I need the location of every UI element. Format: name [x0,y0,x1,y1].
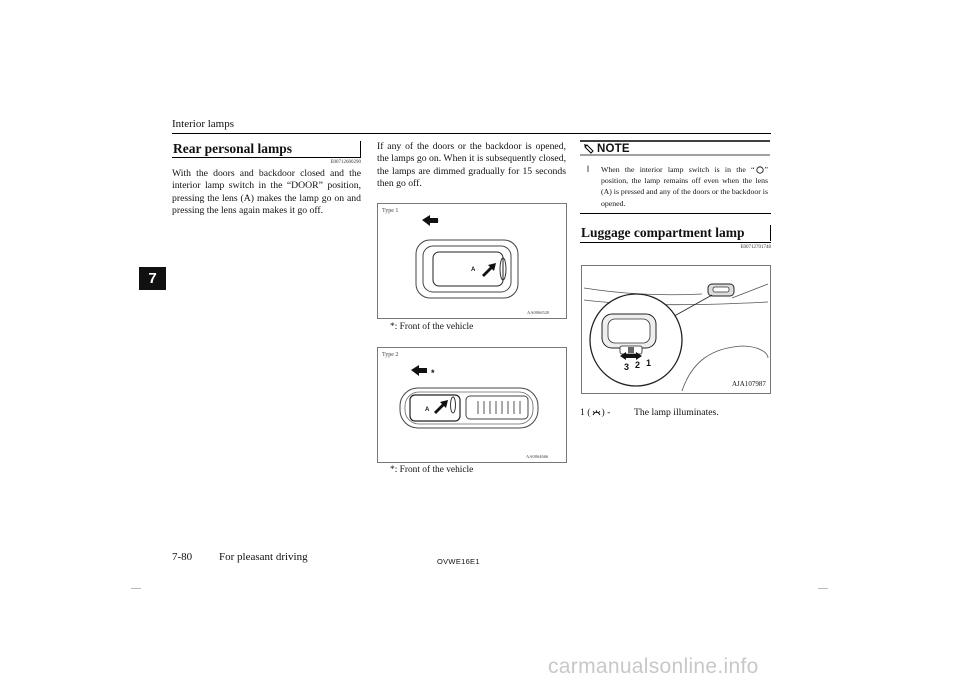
figure-code: AJA107987 [732,380,766,388]
lamp-illustration-type-2 [378,348,566,462]
note-text: When the interior lamp switch is in the “ ” position, the lamp remains off even when the lens (A) is pressed and any of the doors or the backdoor is opened. [601,165,768,208]
lens-label-a: A [425,407,430,413]
section-title-tick [770,225,771,241]
crop-mark [131,588,141,589]
figure-type-label: Type 2 [382,352,399,358]
front-star: * [431,368,435,378]
press-arrow-icon [434,400,448,414]
luggage-lamp-illustration [582,266,770,393]
lamp-on-icon [591,409,602,417]
switch-position-1: 1 [646,358,652,368]
section-title-rear-lamps: Rear personal lamps [173,141,293,156]
front-arrow-icon [411,365,427,376]
note-label: NOTE [597,143,630,155]
document-code: OVWE16E1 [437,557,480,566]
section-title-luggage-lamp: Luggage compartment lamp [581,225,745,240]
section-title-rule [172,157,361,158]
front-star: * [435,218,439,228]
note-bullet: l [587,164,589,174]
watermark: carmanualsonline.info [548,655,759,678]
footer-section-title: For pleasant driving [219,551,308,563]
figure-luggage-lamp [581,265,771,394]
lamp-illustration-type-1 [378,204,566,318]
figure-code: AA0064666 [526,454,549,459]
header-rule [172,133,771,134]
running-head: Interior lamps [172,118,235,130]
lens-label-a: A [471,267,476,273]
figure-type-label: Type 1 [382,208,399,214]
section-code: E00712701748 [740,245,771,250]
position-1-label: 1 ( ) - [580,407,611,418]
section-title-tick [360,141,361,157]
figure-code: AA0066520 [527,310,550,315]
switch-position-3: 3 [624,362,630,372]
figure-1-caption: *: Front of the vehicle [390,322,474,332]
figure-type-1 [377,203,567,319]
page-number: 7-80 [172,551,193,563]
press-arrow-icon [482,263,496,277]
lamp-off-icon [755,166,765,174]
crop-mark [818,588,828,589]
figure-type-2 [377,347,567,463]
body-paragraph-1: With the doors and backdoor closed and the interior lamp switch in the “DOOR” position, pressing the lens (A) makes the lamp go on and pressing the lens again makes it go off. [172,168,361,217]
section-code: E00712600290 [330,160,361,165]
chapter-tab: 7 [139,267,166,290]
switch-position-2: 2 [635,360,641,370]
body-paragraph-2: If any of the doors or the backdoor is opened, the lamps go on. When it is subsequently closed, the lamps are dimmed gradually for 15 seconds then go off. [377,141,566,190]
note-bottom-rule [580,213,771,214]
position-1-description: The lamp illuminates. [634,407,719,418]
figure-2-caption: *: Front of the vehicle [390,465,474,475]
note-pencil-icon [584,144,593,153]
section-title-rule [580,242,771,243]
